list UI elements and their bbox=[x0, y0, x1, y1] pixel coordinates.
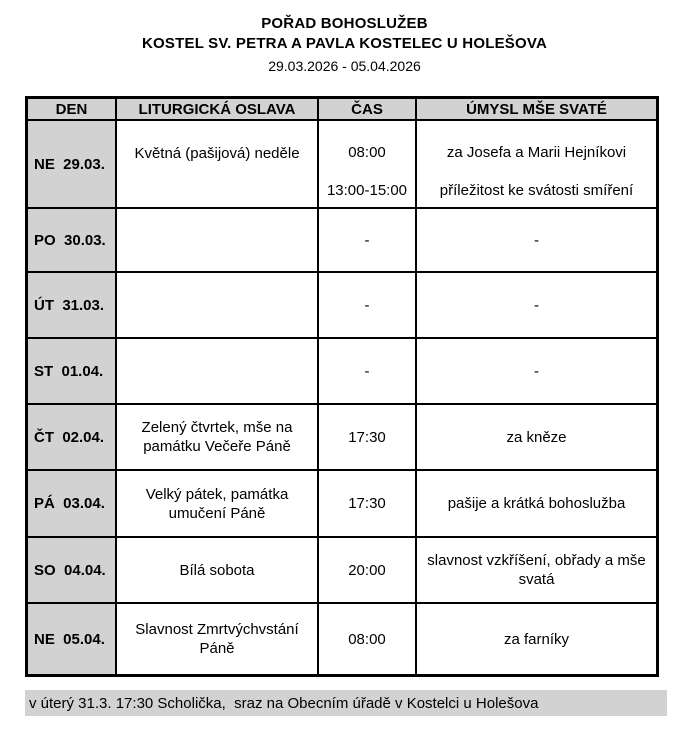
header-cell-cas: ČAS bbox=[319, 99, 417, 121]
liturgy-cell: Velký pátek, památka umučení Páně bbox=[117, 471, 319, 538]
header-cell-liturgicka-oslava: LITURGICKÁ OSLAVA bbox=[117, 99, 319, 121]
liturgy-cell: Zelený čtvrtek, mše na památku Večeře Páně bbox=[117, 405, 319, 471]
day-cell: ČT 02.04. bbox=[28, 405, 117, 471]
footer-note-bar bbox=[25, 690, 667, 716]
schedule-table bbox=[25, 96, 659, 677]
intention-cell: - bbox=[417, 339, 656, 405]
footer-note-text: v úterý 31.3. 17:30 Scholička, sraz na Obecním úřadě v Kostelci u Holešova bbox=[29, 694, 539, 712]
intention-entry-2: příležitost ke svátosti smíření bbox=[439, 182, 634, 199]
day-cell: NE 29.03. bbox=[28, 121, 117, 209]
church-name: KOSTEL SV. PETRA A PAVLA KOSTELEC U HOLEŠOVA bbox=[142, 35, 547, 52]
page-title: POŘAD BOHOSLUŽEB bbox=[261, 15, 428, 32]
time-cell: 17:30 bbox=[319, 405, 417, 471]
title-block bbox=[0, 0, 689, 75]
liturgy-cell bbox=[117, 339, 319, 405]
date-range: 29.03.2026 - 05.04.2026 bbox=[268, 58, 421, 74]
time-entry-2: 13:00-15:00 bbox=[326, 182, 408, 199]
time-cell: - bbox=[319, 339, 417, 405]
header-cell-den: DEN bbox=[28, 99, 117, 121]
intention-cell: za farníky bbox=[503, 630, 570, 648]
intention-cell: pašije a krátká bohoslužba bbox=[417, 471, 656, 538]
day-cell: ÚT 31.03. bbox=[28, 273, 117, 339]
intention-cell: - bbox=[417, 273, 656, 339]
intention-cell: - bbox=[417, 209, 656, 273]
time-cell: 20:00 bbox=[319, 538, 417, 604]
day-cell: PO 30.03. bbox=[28, 209, 117, 273]
day-cell: ST 01.04. bbox=[28, 339, 117, 405]
liturgy-cell: Slavnost Zmrtvýchvstání Páně bbox=[117, 604, 319, 674]
intention-cell: za kněze bbox=[417, 405, 656, 471]
intention-cell: slavnost vzkříšení, obřady a mše svatá bbox=[417, 538, 656, 604]
time-cell: 08:00 bbox=[319, 604, 417, 674]
liturgy-cell: Bílá sobota bbox=[117, 538, 319, 604]
time-cell bbox=[319, 121, 417, 209]
time-entry-1: 08:00 bbox=[348, 144, 386, 161]
intention-entry-1: za Josefa a Marii Hejníkovi bbox=[446, 144, 627, 161]
liturgy-cell: Květná (pašijová) neděle bbox=[117, 121, 319, 209]
time-cell: - bbox=[319, 209, 417, 273]
time-cell: 17:30 bbox=[319, 471, 417, 538]
day-cell: PÁ 03.04. bbox=[28, 471, 117, 538]
liturgy-cell bbox=[117, 273, 319, 339]
day-cell: SO 04.04. bbox=[28, 538, 117, 604]
day-cell: NE 05.04. bbox=[28, 604, 117, 674]
header-cell-umysl-mse-svate: ÚMYSL MŠE SVATÉ bbox=[417, 99, 656, 121]
time-cell: - bbox=[319, 273, 417, 339]
liturgy-cell bbox=[117, 209, 319, 273]
intention-cell bbox=[417, 121, 656, 209]
